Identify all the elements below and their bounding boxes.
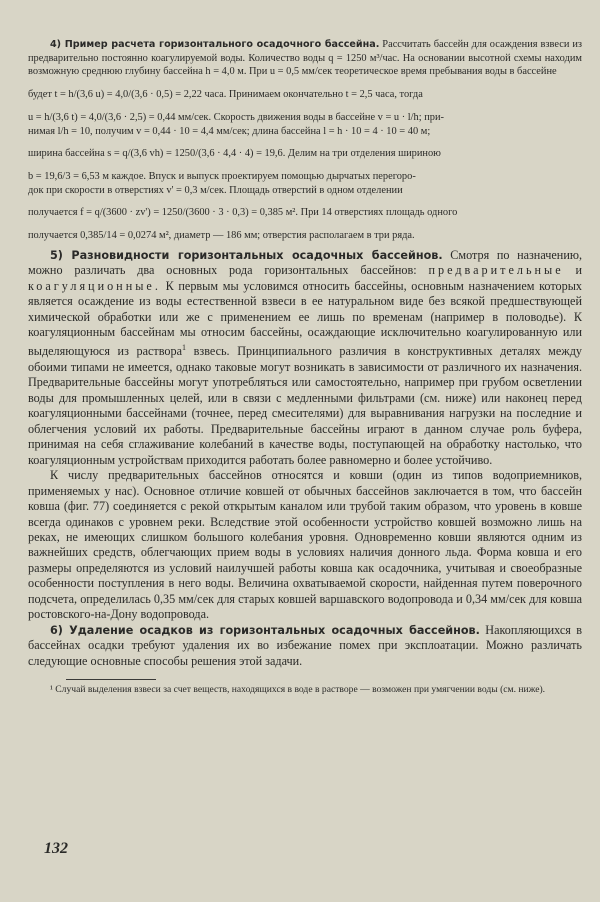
term-preliminary: предварительные: [428, 263, 564, 278]
section-5-heading: 5) Разновидности горизонтальных осадочных бассейнов.: [50, 248, 443, 262]
term-coagulation: коагуляционные.: [28, 278, 161, 293]
section-4-heading: 4) Пример расчета горизонтального осадочного бассейна.: [50, 39, 380, 50]
section-4-line-diameter: получается 0,385/14 = 0,0274 м², диаметр — 186 мм; отверстия располагаем в три ряда.: [28, 230, 415, 242]
section-4-line-width: ширина бассейна s = q/(3,6 vh) = 1250/(3,6 · 4,4 · 4) = 19,6. Делим на три отделения шириною: [28, 148, 441, 160]
section-4-line-area: получается f = q/(3600 · zv') = 1250/(3600 · 3 · 0,3) = 0,385 м². При 14 отверстиях площадь одного: [28, 207, 458, 219]
section-6: [28, 623, 582, 669]
section-6-text: Накопляющихся в бассейнах осадки требуют удаления их во избежание помех при эксплоатации. Можно различать следующие основные способы решения этой задачи.: [28, 622, 582, 668]
section-4-line-holes: док при скорости в отверстиях v' = 0,3 м/сек. Площадь отверстий в одном отделении: [28, 184, 403, 196]
section-5-text-a: К первым мы условимся относить бассейны, основным назначением которых является осаждение из воды естественной взвеси в ее натуральном виде без всякой предшествующей химической обработки или же с применением ее лишь по временам (например в половодье). К коагуляционным бассейнам мы относим бассейны, осаждающие исключительно коагулированную или выделяющуюся из раствора: [28, 278, 583, 359]
footnote-marker: 1: [182, 343, 187, 353]
section-4-line-speed: u = h/(3,6 t) = 4,0/(3,6 · 2,5) = 0,44 мм/сек. Скорость движения воды в бассейне v = u · l/h; при-: [28, 111, 444, 123]
section-4-line-compartment: b = 19,6/3 = 6,53 м каждое. Впуск и выпуск проектируем помощью дырчатых перегоро-: [28, 170, 416, 182]
page-number: 132: [44, 840, 68, 857]
footnote-rule: [66, 679, 156, 680]
section-4-text: Рассчитать бассейн для осаждения взвеси из предварительно постоянно коагулируемой воды. Количество воды q = 1250 м³/час. На основании высотной схемы находим возможную среднюю глубину бассейна h = 4,0 м. При u = 0,5 мм/сек теоретическое время пребывания воды в бассейне: [28, 39, 582, 78]
section-4: [28, 38, 582, 243]
section-6-paragraph: [28, 623, 582, 669]
section-5-lead: Смотря по назначению, можно различать два основных рода горизонтальных бассейнов:: [28, 247, 582, 278]
footnote: ¹ Случай выделения взвеси за счет веществ, находящихся в воде в растворе — возможен при умягчении воды (см. ниже).: [50, 684, 546, 696]
section-5-paragraph-2: К числу предварительных бассейнов относятся и ковши (один из типов водоприемников, применяемых у нас). Основное отличие ковшей от обычных бассейнов заключается в том, что бассейн ковша (фиг. 77) соединяется с рекой открытым каналом или трубой таким образом, что уровень в ковше всегда одинаков с уровнем реки. Вследствие этой особенности устройство ковшей возможно лишь на реках, не имеющих слишком большого колебания уровня. Одновременно ковши являются одним из важнейших средств, облегчающих прием воды в условиях наличия донного льда. Форма ковша и его размеры определяются из условий наилучшей работы ковша как осадочника, учитывая и своеобразные особенности поступления в него воды. Величина охватываемой скорости, найденная путем поверочного подсчета, определилась 0,35 мм/сек для старых ковшей варшавского водопровода и 0,34 мм/сек для ковша ростовского-на-Дону водопровода.: [28, 468, 582, 622]
section-4-line-length: нимая l/h = 10, получим v = 0,44 · 10 = 4,4 мм/сек; длина бассейна l = h · 10 = 4 · 10 = 40 м;: [28, 125, 431, 137]
section-6-heading: 6) Удаление осадков из горизонтальных осадочных бассейнов.: [50, 623, 480, 637]
section-4-intro: [28, 38, 582, 79]
section-4-line-time: будет t = h/(3,6 u) = 4,0/(3,6 · 0,5) = 2,22 часа. Принимаем окончательно t = 2,5 часа, тогда: [28, 89, 423, 101]
conjunction: и: [575, 263, 582, 278]
section-5-paragraph-1: [28, 248, 582, 468]
section-5-text-b: взвесь. Принципиального различия в конструктивных деталях между обоими типами не имеется, однако таковые могут возникать в зависимости от различного их назначения. Предварительные бассейны могут употребляться или самостоятельно, например при грубом осветлении воды для промышленных целей, или в связи с медленными фильтрами (см. ниже) или наконец перед коагуляционными бассейнами (точнее, перед смесителями) для выравнивания нагрузки на последние и облегчения условий их работы. Предварительные бассейны играют в данном случае роль буфера, принимая на себя сглаживание колебаний в качестве воды, поступающей на обработку настолько, что коагуляционным устройствам приходится работать более равномерно и более устойчиво.: [28, 344, 582, 467]
section-5: [28, 248, 582, 623]
